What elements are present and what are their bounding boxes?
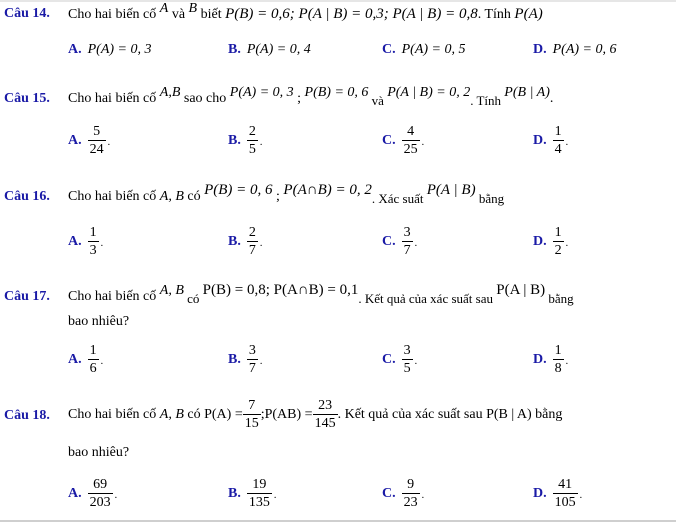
stem-expression: P(A | B) — [426, 182, 476, 198]
question-label: Câu 14. — [4, 6, 50, 21]
option-d[interactable]: D. $\frac{41}{105}$ . — [533, 477, 583, 510]
option-value: P(A) = 0, 3 — [87, 42, 152, 57]
stem-text: . Kết quả của xác suất sau — [358, 291, 497, 306]
stem-fraction: $\frac{7}{15}$ — [244, 398, 259, 431]
option-letter: B. — [228, 233, 241, 249]
option-a[interactable]: A. $\frac{5}{24}$ . — [68, 124, 111, 157]
option-fraction: $\frac{9}{23}$ — [403, 477, 418, 510]
option-fraction: $\frac{1}{8}$ — [554, 343, 562, 376]
question-label: Câu 15. — [4, 91, 50, 106]
option-d[interactable]: D. $\frac{1}{8}$ . — [533, 343, 569, 376]
option-letter: A. — [68, 132, 82, 148]
stem-fraction: $\frac{23}{145}$ — [314, 398, 336, 431]
stem-variable: A, B — [159, 189, 184, 204]
stem-variable: A,B — [159, 85, 181, 100]
option-letter: C. — [382, 42, 396, 57]
option-a[interactable]: A. $\frac{69}{203}$ . — [68, 477, 118, 510]
question-stem-line2: bao nhiêu? — [68, 314, 130, 329]
option-d[interactable] — [533, 42, 617, 58]
option-value: P(A) = 0, 5 — [401, 42, 466, 57]
option-b[interactable]: B. $\frac{2}{5}$ . — [228, 124, 263, 157]
option-d[interactable]: D. $\frac{1}{2}$ . — [533, 225, 569, 258]
option-fraction: $\frac{1}{3}$ — [89, 225, 97, 258]
option-letter: B. — [228, 132, 241, 148]
stem-text: sao cho — [180, 91, 230, 106]
question-label: Câu 16. — [4, 189, 50, 204]
question-stem — [68, 398, 562, 431]
stem-expression: P(A) = 0, 3 — [229, 85, 294, 100]
option-a[interactable] — [68, 42, 152, 58]
top-border — [0, 0, 676, 2]
option-c[interactable]: C. $\frac{4}{25}$ . — [382, 124, 425, 157]
option-c[interactable]: C. $\frac{9}{23}$ . — [382, 477, 425, 510]
option-letter: A. — [68, 485, 82, 501]
bottom-border — [0, 520, 676, 522]
question-label: Câu 17. — [4, 289, 50, 304]
option-fraction: $\frac{41}{105}$ — [554, 477, 576, 510]
stem-text: bằng — [535, 406, 563, 422]
stem-expression: P(A) = — [204, 406, 243, 422]
stem-text: Cho hai biến cố — [68, 189, 160, 204]
option-d[interactable]: D. $\frac{1}{4}$ . — [533, 124, 569, 157]
option-fraction: $\frac{5}{24}$ — [89, 124, 104, 157]
stem-text: . Xác suất — [371, 191, 427, 206]
stem-expression: P(A | B) = 0, 2 — [387, 85, 471, 100]
option-c[interactable] — [382, 42, 466, 58]
option-fraction: $\frac{1}{4}$ — [554, 124, 562, 157]
option-b[interactable]: B. $\frac{2}{7}$ . — [228, 225, 263, 258]
stem-text: Cho hai biến cố — [68, 289, 160, 304]
option-letter: B. — [228, 42, 241, 57]
option-a[interactable]: A. $\frac{1}{6}$ . — [68, 343, 104, 376]
question-stem — [68, 282, 574, 306]
option-fraction: $\frac{69}{203}$ — [89, 477, 111, 510]
option-letter: B. — [228, 485, 241, 501]
question-stem — [68, 182, 505, 206]
question-stem — [68, 1, 543, 23]
stem-expression: P(A) — [514, 6, 543, 22]
option-letter: B. — [228, 351, 241, 367]
option-value: P(A) = 0, 4 — [246, 42, 311, 57]
option-letter: A. — [68, 42, 82, 57]
option-fraction: $\frac{2}{7}$ — [248, 225, 256, 258]
option-fraction: $\frac{3}{7}$ — [248, 343, 256, 376]
stem-text: Cho hai biến cố — [68, 406, 157, 422]
stem-variable: A, B — [159, 283, 184, 298]
stem-variable: A — [159, 1, 169, 16]
option-letter: D. — [533, 233, 547, 249]
stem-variable: A, B — [159, 406, 184, 422]
stem-text: Cho hai biến cố — [68, 7, 160, 22]
question-stem — [68, 85, 554, 108]
option-letter: C. — [382, 233, 396, 249]
option-c[interactable]: C. $\frac{3}{7}$ . — [382, 225, 418, 258]
option-fraction: $\frac{2}{5}$ — [248, 124, 256, 157]
stem-separator: ; — [272, 189, 284, 204]
option-fraction: $\frac{19}{135}$ — [248, 477, 270, 510]
stem-expression: P(B) = 0, 6 — [304, 85, 369, 100]
option-letter: D. — [533, 132, 547, 148]
question-stem-line2: bao nhiêu? — [68, 445, 130, 460]
stem-separator: ; — [293, 91, 305, 106]
stem-text: biết — [197, 7, 226, 22]
option-b[interactable]: B. $\frac{19}{135}$ . — [228, 477, 277, 510]
option-fraction: $\frac{3}{5}$ — [403, 343, 411, 376]
stem-expression: P(B | A) — [504, 85, 550, 100]
option-letter: C. — [382, 351, 396, 367]
stem-expression: P(AB) = — [264, 406, 313, 422]
stem-text: Cho hai biến cố — [68, 91, 160, 106]
question-label: Câu 18. — [4, 408, 50, 423]
option-a[interactable]: A. $\frac{1}{3}$ . — [68, 225, 104, 258]
option-letter: C. — [382, 485, 396, 501]
stem-text: và — [168, 7, 189, 22]
stem-text: bằng — [545, 291, 574, 306]
option-b[interactable] — [228, 42, 311, 58]
stem-text: và — [368, 93, 388, 108]
option-fraction: $\frac{4}{25}$ — [403, 124, 418, 157]
stem-variable: B — [188, 1, 198, 16]
stem-text: . — [549, 91, 554, 106]
stem-expression: P(B) = 0, 6 — [204, 182, 273, 198]
stem-expression: P(A∩B) = 0, 2 — [283, 182, 372, 198]
option-letter: D. — [533, 42, 547, 57]
stem-expression: P(B | A) — [486, 406, 532, 422]
stem-expression: P(B) = 0,6; P(A | B) = 0,3; P(A | B) = 0,8 — [225, 6, 478, 22]
option-letter: A. — [68, 233, 82, 249]
option-letter: D. — [533, 351, 547, 367]
stem-text: có — [183, 291, 203, 306]
stem-text: . Tính — [470, 93, 505, 108]
option-fraction: $\frac{3}{7}$ — [403, 225, 411, 258]
option-fraction: $\frac{1}{6}$ — [89, 343, 97, 376]
option-b[interactable]: B. $\frac{3}{7}$ . — [228, 343, 263, 376]
option-letter: D. — [533, 485, 547, 501]
option-letter: A. — [68, 351, 82, 367]
option-fraction: $\frac{1}{2}$ — [554, 225, 562, 258]
stem-text: bằng — [475, 191, 505, 206]
stem-text: có — [183, 189, 205, 204]
option-letter: C. — [382, 132, 396, 148]
stem-text: . Kết quả của xác suất sau — [337, 406, 483, 422]
stem-separator: ; — [260, 406, 265, 422]
stem-text: . Tính — [477, 7, 515, 22]
stem-text: có — [187, 406, 201, 422]
option-c[interactable]: C. $\frac{3}{5}$ . — [382, 343, 418, 376]
option-value: P(A) = 0, 6 — [552, 42, 617, 57]
stem-expression: P(B) = 0,8; P(A∩B) = 0,1 — [202, 282, 359, 298]
stem-expression: P(A | B) — [496, 282, 546, 298]
